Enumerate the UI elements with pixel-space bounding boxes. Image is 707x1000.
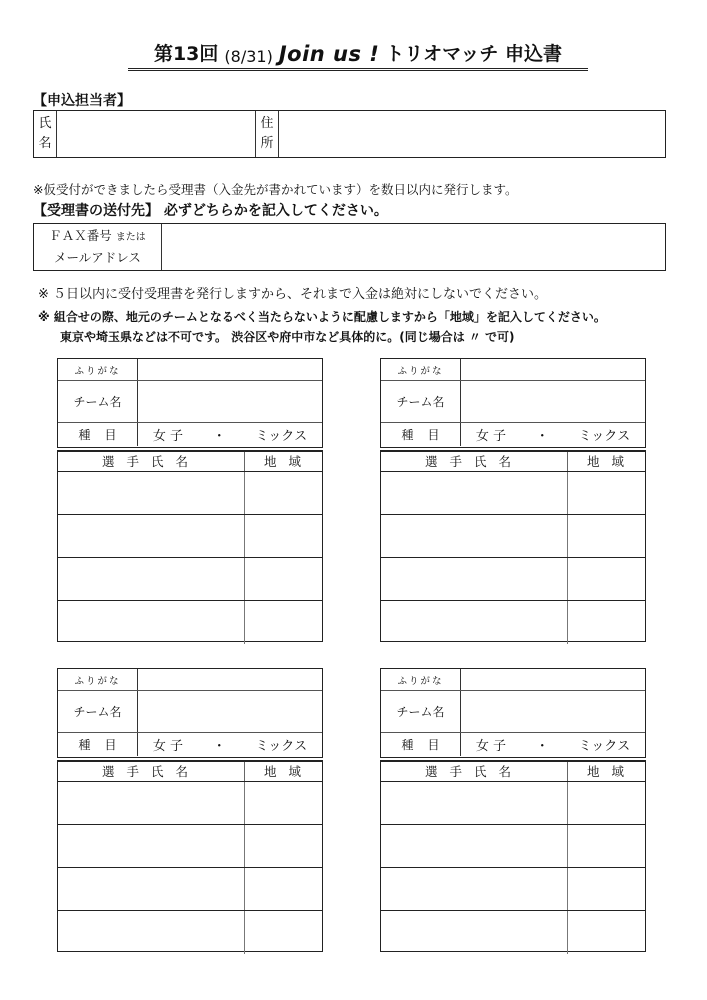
player-name-field[interactable] <box>381 782 568 824</box>
player-row <box>58 472 322 515</box>
player-row <box>381 911 645 954</box>
category-label: 種目 <box>381 423 461 446</box>
name-label-2: 名 <box>38 136 52 151</box>
players-table <box>57 450 323 642</box>
option-women[interactable]: 女 子 <box>152 739 183 754</box>
option-mixed[interactable]: ミックス <box>578 429 631 444</box>
player-name-field[interactable] <box>381 825 568 867</box>
team-name-field[interactable] <box>138 381 322 422</box>
contact-field[interactable] <box>162 224 665 270</box>
player-region-field[interactable] <box>568 558 645 600</box>
furigana-label: ふりがな <box>58 669 138 690</box>
player-region-field[interactable] <box>245 868 322 910</box>
or-label: または <box>115 232 146 243</box>
team-name-label: チーム名 <box>58 381 138 422</box>
option-women[interactable]: 女 子 <box>152 429 183 444</box>
name-label-1: 氏 <box>38 116 52 131</box>
player-row <box>58 868 322 911</box>
title-prefix: 第13回 <box>153 43 219 65</box>
applicant-address-field[interactable] <box>279 111 665 157</box>
furigana-field[interactable] <box>138 359 322 380</box>
option-separator: ・ <box>212 429 226 444</box>
player-name-header: 選手氏名 <box>381 452 568 471</box>
option-separator: ・ <box>535 429 549 444</box>
player-row <box>58 911 322 954</box>
title-suffix: トリオマッチ 申込書 <box>385 43 563 65</box>
region-header: 地域 <box>586 764 636 779</box>
receipt-contact-table <box>33 223 666 271</box>
region-header: 地域 <box>263 764 313 779</box>
player-row <box>381 472 645 515</box>
option-mixed[interactable]: ミックス <box>255 429 308 444</box>
player-name-field[interactable] <box>381 558 568 600</box>
category-label: 種目 <box>381 733 461 756</box>
team-info-table <box>380 668 646 758</box>
category-label: 種目 <box>58 423 138 446</box>
players-table <box>380 450 646 642</box>
payment-note: ※ ５日以内に受付受理書を発行しますから、それまで入金は絶対にしないでください。 <box>38 287 548 302</box>
applicant-name-field[interactable] <box>57 111 256 157</box>
player-row <box>381 601 645 644</box>
mail-label: メールアドレス <box>54 250 141 265</box>
furigana-field[interactable] <box>461 359 645 380</box>
region-header: 地域 <box>263 454 313 469</box>
title-event: Join us ! <box>278 42 380 66</box>
player-name-field[interactable] <box>381 911 568 954</box>
players-table <box>380 760 646 952</box>
region-note-1: ※ 組合せの際、地元のチームとなるべく当たらないように配慮しますから「地域」を記入してください。 <box>38 310 606 324</box>
address-label-1: 住 <box>260 116 274 131</box>
receipt-note: ※仮受付ができましたら受理書（入金先が書かれています）を数日以内に発行します。 <box>33 182 518 197</box>
player-region-field[interactable] <box>245 601 322 644</box>
players-table <box>57 760 323 952</box>
player-row <box>58 601 322 644</box>
player-name-field[interactable] <box>381 515 568 557</box>
player-name-field[interactable] <box>58 825 245 867</box>
team-name-label: チーム名 <box>381 691 461 732</box>
player-name-header: 選手氏名 <box>58 762 245 781</box>
player-region-field[interactable] <box>245 911 322 954</box>
option-women[interactable]: 女 子 <box>475 739 506 754</box>
applicant-table <box>33 110 666 158</box>
player-name-header: 選手氏名 <box>381 762 568 781</box>
region-header: 地域 <box>586 454 636 469</box>
player-row <box>381 825 645 868</box>
player-region-field[interactable] <box>568 825 645 867</box>
contact-label <box>34 224 162 270</box>
title-date: (8/31) <box>224 47 273 66</box>
player-region-field[interactable] <box>568 911 645 954</box>
player-row <box>58 825 322 868</box>
player-region-field[interactable] <box>568 782 645 824</box>
category-label: 種目 <box>58 733 138 756</box>
team-info-table <box>380 358 646 448</box>
player-row <box>381 868 645 911</box>
player-row <box>381 782 645 825</box>
address-label-2: 所 <box>260 136 274 151</box>
player-region-field[interactable] <box>568 868 645 910</box>
region-note-2: 東京や埼玉県などは不可です。 渋谷区や府中市など具体的に。(同じ場合は 〃 で可) <box>60 330 515 344</box>
team-entry-form <box>380 668 646 952</box>
player-name-field[interactable] <box>58 515 245 557</box>
player-row <box>381 515 645 558</box>
player-name-field[interactable] <box>381 601 568 644</box>
player-row <box>381 558 645 601</box>
player-name-field[interactable] <box>381 868 568 910</box>
player-name-field[interactable] <box>58 558 245 600</box>
player-region-field[interactable] <box>568 601 645 644</box>
team-name-label: チーム名 <box>381 381 461 422</box>
player-name-field[interactable] <box>381 472 568 514</box>
furigana-label: ふりがな <box>58 359 138 380</box>
player-region-field[interactable] <box>245 515 322 557</box>
fax-label: ＦＡＸ番号 <box>49 228 112 243</box>
player-row <box>58 515 322 558</box>
player-name-header: 選手氏名 <box>58 452 245 471</box>
team-name-field[interactable] <box>461 691 645 732</box>
team-info-table <box>57 668 323 758</box>
team-name-field[interactable] <box>138 691 322 732</box>
player-name-field[interactable] <box>58 782 245 824</box>
receipt-heading: 【受理書の送付先】 必ずどちらかを記入してください。 <box>33 203 388 219</box>
option-separator: ・ <box>212 739 226 754</box>
player-region-field[interactable] <box>245 558 322 600</box>
furigana-label: ふりがな <box>381 669 461 690</box>
player-row <box>58 558 322 601</box>
team-entry-form <box>57 358 323 642</box>
player-name-field[interactable] <box>58 911 245 954</box>
furigana-field[interactable] <box>138 669 322 690</box>
furigana-label: ふりがな <box>381 359 461 380</box>
name-label <box>34 111 57 157</box>
player-region-field[interactable] <box>245 782 322 824</box>
furigana-field[interactable] <box>461 669 645 690</box>
team-entry-form <box>57 668 323 952</box>
option-women[interactable]: 女 子 <box>475 429 506 444</box>
player-region-field[interactable] <box>245 825 322 867</box>
page-title <box>128 36 588 71</box>
player-region-field[interactable] <box>568 515 645 557</box>
player-name-field[interactable] <box>58 868 245 910</box>
option-mixed[interactable]: ミックス <box>578 739 631 754</box>
address-label <box>256 111 279 157</box>
player-row <box>58 782 322 825</box>
team-info-table <box>57 358 323 448</box>
team-name-field[interactable] <box>461 381 645 422</box>
player-region-field[interactable] <box>245 472 322 514</box>
team-entry-form <box>380 358 646 642</box>
applicant-heading: 【申込担当者】 <box>33 93 131 109</box>
player-name-field[interactable] <box>58 601 245 644</box>
team-name-label: チーム名 <box>58 691 138 732</box>
player-region-field[interactable] <box>568 472 645 514</box>
player-name-field[interactable] <box>58 472 245 514</box>
option-mixed[interactable]: ミックス <box>255 739 308 754</box>
option-separator: ・ <box>535 739 549 754</box>
